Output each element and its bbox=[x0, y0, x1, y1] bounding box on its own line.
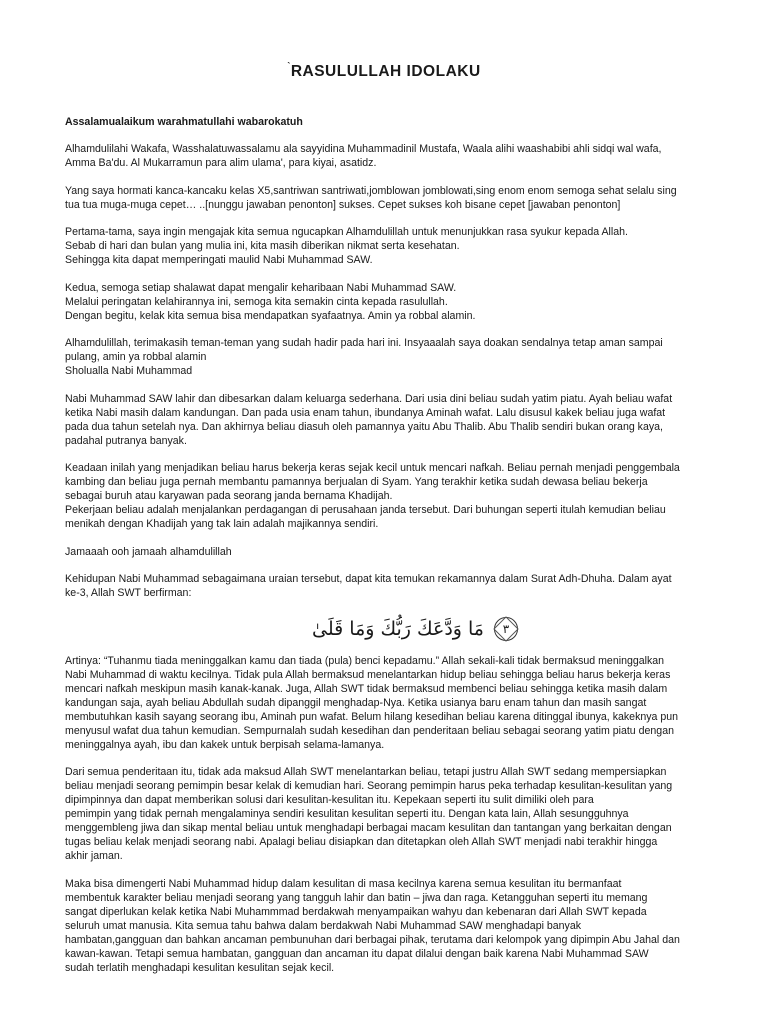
paragraph-line: hambatan,gangguan dan bahkan ancaman pembunuhan dari berbagai pihak, terutama dari kelompok yang dipimpin Abu Jahal dan bbox=[65, 933, 680, 946]
paragraph-line: padahal putranya banyak. bbox=[65, 434, 187, 447]
paragraph-line: Alhamdulillah, terimakasih teman-teman yang sudah hadir pada hari ini. Insyaaalah saya doakan sendalnya tetap aman sampai bbox=[65, 337, 663, 349]
paragraph-line: kawan-kawan. Tetapi semua hambatan, gangguan dan ancaman itu dapat dilalui dengan baik karena Nabi Muhammad SAW bbox=[65, 947, 649, 960]
paragraph-line: kambing dan beliau juga pernah membantu pamannya berjualan di Syam. Yang terakhir ketika sudah dewasa beliau bekerja bbox=[65, 476, 648, 488]
paragraph-line: sudah terlatih menghadapi kesulitan kesulitan sejak kecil. bbox=[65, 961, 335, 974]
paragraph bbox=[65, 654, 705, 752]
paragraph-line: Pertama-tama, saya ingin mengajak kita semua ngucapkan Alhamdulillah untuk menunjukkan rasa syukur kepada Allah. bbox=[65, 226, 628, 238]
paragraph-line: sangat diperlukan kelak ketika Nabi Muhammmad berdakwah menyampaikan wahyu dan kebenaran dari Allah SWT kepada bbox=[65, 905, 647, 918]
paragraphs-before-verse bbox=[65, 142, 705, 600]
paragraphs-after-verse bbox=[65, 654, 705, 975]
paragraph-line: Dari semua penderitaan itu, tidak ada maksud Allah SWT menelantarkan beliau, tetapi justru Allah SWT sedang mempersiapkan bbox=[65, 766, 667, 778]
paragraph-line: beliau menjadi seorang pemimpin besar kelak di kemudian hari. Seorang pemimpin harus peka terhadap kesulitan-kesulitan yang bbox=[65, 780, 673, 792]
paragraph-line: Amma Ba'du. Al Mukarramun para alim ulama', para kiyai, asatidz. bbox=[65, 157, 377, 169]
paragraph bbox=[65, 336, 705, 378]
paragraph-line: Sholualla Nabi Muhammad bbox=[65, 365, 193, 377]
quran-verse bbox=[65, 614, 705, 645]
paragraph bbox=[65, 877, 705, 975]
paragraph-line: sebagai buruh atau karyawan pada seorang janda bernama Khadijah. bbox=[65, 490, 393, 502]
paragraph-line: menyusul wafat dua tahun kemudian. Sempurnalah sudah kesedihan dan penderitaan beliau sebagai seorang yatim piatu dengan bbox=[65, 724, 674, 737]
paragraph-line: Alhamdulilahi Wakafa, Wasshalatuwassalamu ala sayyidina Muhammadinil Mustafa, Waala alihi waashabibi ahli sidqi wal wafa, bbox=[65, 143, 662, 155]
title-mark: ` bbox=[287, 61, 291, 71]
paragraph-line: membentuk karakter beliau menjadi seorang yang tangguh lahir dan batin – jiwa dan raga. Ketangguhan seperti itu memang bbox=[65, 891, 648, 904]
title-block bbox=[0, 63, 768, 81]
paragraph-line: menggembleng jiwa dan sikap mental beliau untuk menghadapi berbagai macam kesulitan dan tantangan yang berkaitan dengan bbox=[65, 822, 672, 834]
paragraph bbox=[65, 184, 705, 212]
page-title bbox=[287, 63, 480, 80]
paragraph-line: Keadaan inilah yang menjadikan beliau harus bekerja keras sejak kecil untuk mencari nafkah. Beliau pernah menjadi penggembala bbox=[65, 462, 680, 474]
title-text: RASULULLAH IDOLAKU bbox=[290, 63, 481, 80]
paragraph-line: menikah dengan Khadijah yang tak lain adalah majikannya sendiri. bbox=[65, 518, 379, 530]
paragraph bbox=[65, 281, 705, 323]
greeting: Assalamualaikum warahmatullahi wabarokatuh bbox=[65, 116, 303, 128]
paragraph-line: seluruh umat manusia. Kita semua tahu bahwa dalam berdakwah Nabi Muhammad SAW menghadapi banyak bbox=[65, 919, 582, 932]
ayah-number: ٣ bbox=[502, 622, 510, 636]
ayah-number-badge bbox=[494, 617, 518, 641]
paragraph-line: ke-3, Allah SWT berfirman: bbox=[65, 587, 192, 599]
paragraph-line: Dengan begitu, kelak kita semua bisa mendapatkan syafaatnya. Amin ya robbal alamin. bbox=[65, 309, 476, 322]
paragraph-line: ketika Nabi masih dalam kandungan. Dan pada usia enam tahun, ibundanya Aminah wafat. Lalu disusul kakek beliau juga wafat bbox=[65, 406, 666, 419]
paragraph-line: Maka bisa dimengerti Nabi Muhammad hidup dalam kesulitan di masa kecilnya karena semua kesulitan itu bermanfaat bbox=[65, 877, 622, 890]
paragraph-line: Kehidupan Nabi Muhammad sebagaimana uraian tersebut, dapat kita temukan rekamannya dalam Surat Adh-Dhuha. Dalam ayat bbox=[65, 573, 672, 585]
paragraph-line: Yang saya hormati kanca-kancaku kelas X5,santriwan santriwati,jomblowan jomblowati,sing enom enom semoga sehat selalu sing bbox=[65, 184, 677, 197]
paragraph bbox=[65, 461, 705, 531]
paragraph-line: Pekerjaan beliau adalah menjalankan perdagangan di perusahaan janda tersebut. Dari buhungan seperti itulah kemudian beliau bbox=[65, 504, 666, 516]
paragraph bbox=[65, 392, 705, 448]
paragraph-line: mencari nafkah meskipun masih kanak-kanak. Juga, Allah SWT tidak bermaksud membenci beliau sehingga ketika masih dalam bbox=[65, 682, 668, 695]
verse-arabic-text: مَا وَدَّعَكَ رَبُّكَ وَمَا قَلَىٰ bbox=[312, 618, 484, 640]
paragraph-line: tua tua muga-muga cepet… ..[nunggu jawaban penonton] sukses. Cepet sukses koh bisane cepet [jawaban penonton] bbox=[65, 198, 621, 211]
paragraph-line: Kedua, semoga setiap shalawat dapat mengalir keharibaan Nabi Muhammad SAW. bbox=[65, 281, 457, 294]
paragraph-line: Jamaaah ooh jamaah alhamdulillah bbox=[65, 545, 232, 558]
paragraph-line: pulang, amin ya robbal alamin bbox=[65, 351, 207, 363]
paragraph-line: dipimpinnya dan dapat memberikan solusi dari kesulitan-kesulitan itu. Kepekaan seperti itu sulit dimiliki oleh para bbox=[65, 794, 594, 806]
paragraph bbox=[65, 765, 705, 863]
paragraph-line: pemimpin yang tidak pernah mengalaminya sendiri kesulitan kesulitan seperti itu. Dengan kata lain, Allah sesungguhnya bbox=[65, 808, 629, 820]
paragraph-line: meninggalnya ayah, ibu dan kakek untuk berpisah selama-lamanya. bbox=[65, 738, 385, 751]
paragraph-line: akhir jaman. bbox=[65, 850, 123, 862]
paragraph-line: pada dua tahun setelah nya. Dan akhirnya beliau diasuh oleh pamannya yaitu Abu Thalib. Abu Thalib sendiri bukan orang kaya, bbox=[65, 420, 663, 433]
paragraph-line: Nabi Muhammad SAW lahir dan dibesarkan dalam keluarga sederhana. Dari usia dini beliau sudah yatim piatu. Ayah beliau wafat bbox=[65, 392, 673, 405]
paragraph-line: kandungan saja, ayah beliau Abdullah sudah dipanggil menghadap-Nya. Ketika usianya baru enam tahun dan masih sangat bbox=[65, 696, 647, 709]
paragraph-line: tugas beliau kelak menjadi seorang nabi. Apalagi beliau disiapkan dan ditetapkan oleh Allah SWT menjadi nabi terakhir hingga bbox=[65, 836, 658, 848]
paragraph-line: Artinya: “Tuhanmu tiada meninggalkan kamu dan tiada (pula) benci kepadamu.” Allah sekali-kali tidak bermaksud meninggalkan bbox=[65, 654, 665, 667]
document-body bbox=[65, 115, 705, 988]
paragraph-line: Melalui peringatan kelahirannya ini, semoga kita semakin cinta kepada rasulullah. bbox=[65, 295, 448, 308]
paragraph bbox=[65, 545, 705, 559]
paragraph-line: Sehingga kita dapat memperingati maulid Nabi Muhammad SAW. bbox=[65, 254, 373, 266]
paragraph bbox=[65, 142, 705, 170]
paragraph bbox=[65, 225, 705, 267]
paragraph-line: Sebab di hari dan bulan yang mulia ini, kita masih diberikan nikmat serta kesehatan. bbox=[65, 240, 460, 252]
paragraph-line: Nabi Muhammad di waktu kecilnya. Tidak pula Allah bermaksud menelantarkan hidup beliau sehingga beliau harus bekerja keras bbox=[65, 668, 671, 681]
paragraph bbox=[65, 572, 705, 600]
paragraph-line: membutuhkan kasih sayang seorang ibu, Aminah pun wafat. Belum hilang kesedihan beliau karena ditinggal ibunya, kakeknya pun bbox=[65, 710, 679, 723]
verse-box bbox=[252, 617, 518, 641]
